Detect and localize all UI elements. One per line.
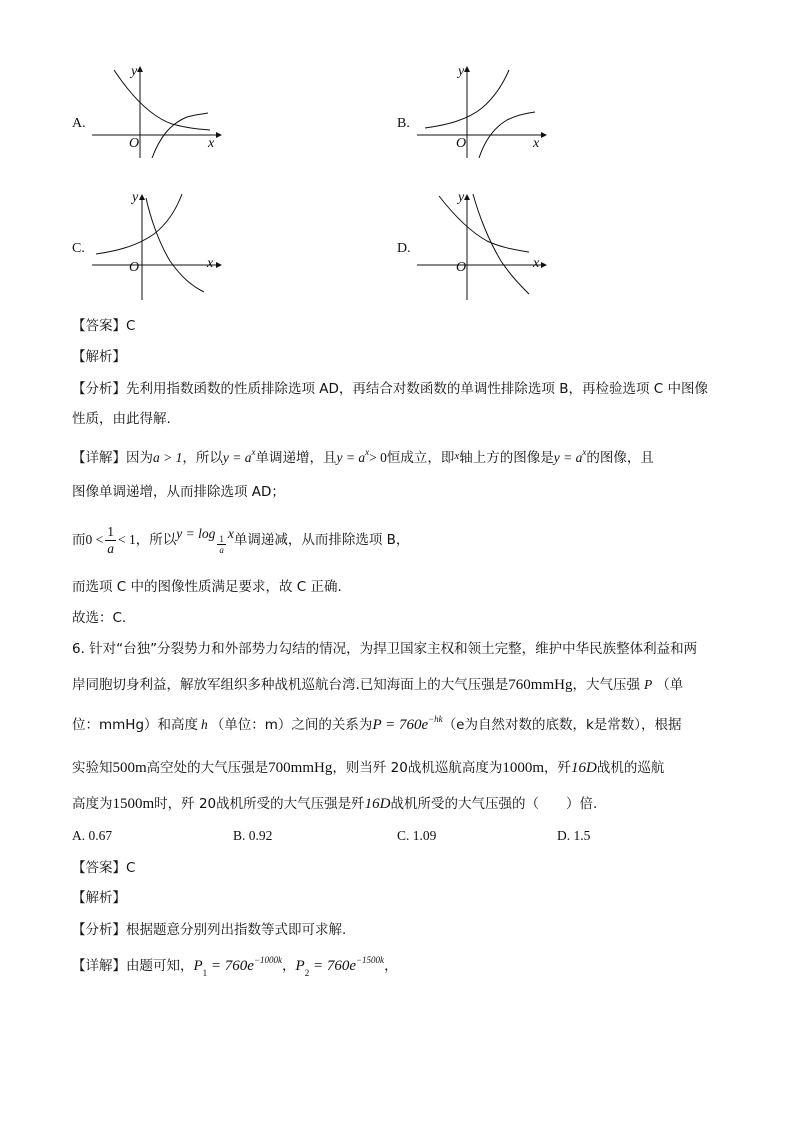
q6-line5: [72, 794, 597, 814]
math: P: [643, 677, 653, 692]
denominator: a: [107, 540, 114, 556]
math: y = a: [222, 450, 252, 465]
text: ，歼: [544, 760, 571, 776]
text: 岸同胞切身利益，解放军组织多种战机巡航台湾.已知海面上的大气压强是: [72, 677, 509, 693]
graph-option-a: [92, 62, 222, 158]
detail-tag: 【详解】: [72, 450, 126, 466]
q5-fenxi-line1: [72, 379, 708, 399]
text: 恒成立，即: [386, 450, 455, 466]
graph-b-y-label: y: [458, 64, 465, 79]
q6-choice-b: B. 0.92: [233, 828, 273, 843]
math-sup: −1500k: [355, 955, 385, 965]
math: 760mmHg: [508, 677, 573, 693]
text: ，则当歼 20战机巡航高度为: [332, 760, 503, 776]
math: 1000m: [502, 760, 544, 776]
math: y = a: [553, 450, 583, 465]
math: P = 760e: [372, 717, 429, 733]
text: ，: [384, 958, 398, 974]
math: 16D: [364, 796, 391, 812]
q5-fenxi-line2: 性质，由此得解.: [72, 411, 171, 427]
graph-a-x-label: x: [208, 136, 215, 151]
math-sup: −hk: [428, 714, 443, 724]
text: （e为自然对数的底数，k是常数），根据: [442, 717, 682, 733]
q6-choice-c: C. 1.09: [397, 828, 437, 843]
text: 由题可知，: [126, 958, 194, 974]
fenxi-text: 根据题意分别列出指数等式即可求解.: [126, 922, 347, 938]
math-sup: x: [251, 447, 256, 457]
answer-tag: 【答案】: [72, 318, 126, 334]
math: = 760e: [207, 958, 254, 974]
answer-value: C: [126, 318, 136, 334]
graph-c-origin: O: [129, 260, 140, 275]
fenxi-tag: 【分析】: [72, 381, 126, 397]
detail-tag: 【详解】: [72, 958, 126, 974]
option-a-label: A.: [72, 116, 86, 131]
text: 战机所受的大气压强的（ ）倍.: [390, 796, 598, 812]
text: ，所以: [135, 532, 177, 548]
text: 的图像，且: [586, 450, 654, 466]
answer-tag: 【答案】: [72, 860, 126, 876]
text: 位：mmHg）和高度: [72, 717, 199, 733]
math: = 760e: [309, 958, 356, 974]
q5-answer: [72, 316, 135, 336]
numerator: 1: [219, 533, 224, 544]
q5-detail-line1: [72, 448, 654, 469]
graph-c-x-label: x: [207, 256, 214, 271]
math-sup: −1000k: [253, 955, 283, 965]
q6-line1: 6. 针对“台独”分裂势力和外部势力勾结的情况，为捍卫国家主权和领土完整，维护中华民族整体利益和两: [72, 641, 698, 657]
fenxi-text: 先利用指数函数的性质排除选项 AD，再结合对数函数的单调性排除选项 B，再检验选项 C 中图像: [126, 381, 708, 397]
math-sup: x: [582, 447, 587, 457]
answer-value: C: [126, 860, 136, 876]
math: 500m: [112, 760, 147, 776]
math: x: [454, 450, 460, 462]
text: ，: [282, 958, 296, 974]
math: 700mmHg: [268, 760, 333, 776]
math: > 0: [369, 450, 387, 465]
option-c-label: C.: [72, 241, 85, 256]
text: 因为: [126, 450, 153, 466]
text: 单调递减，从而排除选项 B，: [233, 532, 410, 548]
graph-option-d: [417, 186, 547, 300]
graph-b-x-label: x: [533, 136, 540, 151]
graph-c-y-label: y: [132, 190, 139, 205]
q6-line2: [72, 675, 683, 695]
q6-line3: [72, 715, 682, 736]
text: ，大气压强: [572, 677, 640, 693]
fraction: [105, 524, 116, 557]
graph-d-origin: O: [456, 260, 467, 275]
text: （单: [656, 677, 684, 693]
text: 实验知: [72, 760, 113, 776]
log-base-fraction: [217, 534, 226, 555]
q6-fenxi: [72, 920, 346, 940]
q5-detail-line5: 故选：C.: [72, 610, 127, 626]
q6-choice-d: D. 1.5: [557, 828, 591, 843]
math-sub: 2: [304, 968, 310, 978]
math: x: [227, 526, 234, 541]
text: 而: [72, 532, 86, 548]
math: P: [295, 958, 305, 974]
option-b-label: B.: [397, 116, 410, 131]
math: P: [193, 958, 203, 974]
graph-a-origin: O: [129, 136, 140, 151]
denominator: a: [219, 544, 224, 555]
math: y = a: [336, 450, 366, 465]
math-sub: 1: [202, 968, 208, 978]
q5-detail-line2: 图像单调递增，从而排除选项 AD；: [72, 484, 285, 500]
graph-d-x-label: x: [533, 256, 540, 271]
text: 战机的巡航: [596, 760, 665, 776]
text: 高度为: [72, 796, 113, 812]
q6-line4: [72, 758, 664, 778]
fenxi-tag: 【分析】: [72, 922, 126, 938]
text: 时，歼 20战机所受的大气压强是歼: [154, 796, 365, 812]
numerator: 1: [107, 523, 114, 539]
math: 1500m: [112, 796, 155, 812]
text: 轴上方的图像是: [459, 450, 554, 466]
text: （单位：m）之间的关系为: [210, 717, 373, 733]
option-d-label: D.: [397, 241, 411, 256]
q6-answer: [72, 858, 135, 878]
text: ，所以: [182, 450, 223, 466]
math: y = log: [176, 526, 216, 541]
graph-d-y-label: y: [458, 190, 465, 205]
math: < 1: [118, 532, 136, 547]
q5-analysis-tag: 【解析】: [72, 349, 126, 365]
q6-detail: [72, 956, 398, 977]
q6-analysis-tag: 【解析】: [72, 890, 126, 906]
text: 高空处的大气压强是: [146, 760, 269, 776]
text: 单调递增，且: [255, 450, 337, 466]
math: 0 <: [85, 532, 104, 547]
math: h: [201, 717, 208, 732]
q5-detail-line3: [72, 520, 409, 560]
math: 16D: [571, 760, 597, 776]
graph-option-c: [92, 186, 222, 300]
math-sup: x: [365, 447, 370, 457]
graph-a-y-label: y: [131, 64, 138, 79]
q5-detail-line4: 而选项 C 中的图像性质满足要求，故 C 正确.: [72, 579, 342, 595]
q6-choice-a: A. 0.67: [72, 828, 113, 843]
math: a > 1: [153, 450, 183, 465]
graph-b-origin: O: [456, 136, 467, 151]
graph-option-b: [417, 62, 547, 158]
